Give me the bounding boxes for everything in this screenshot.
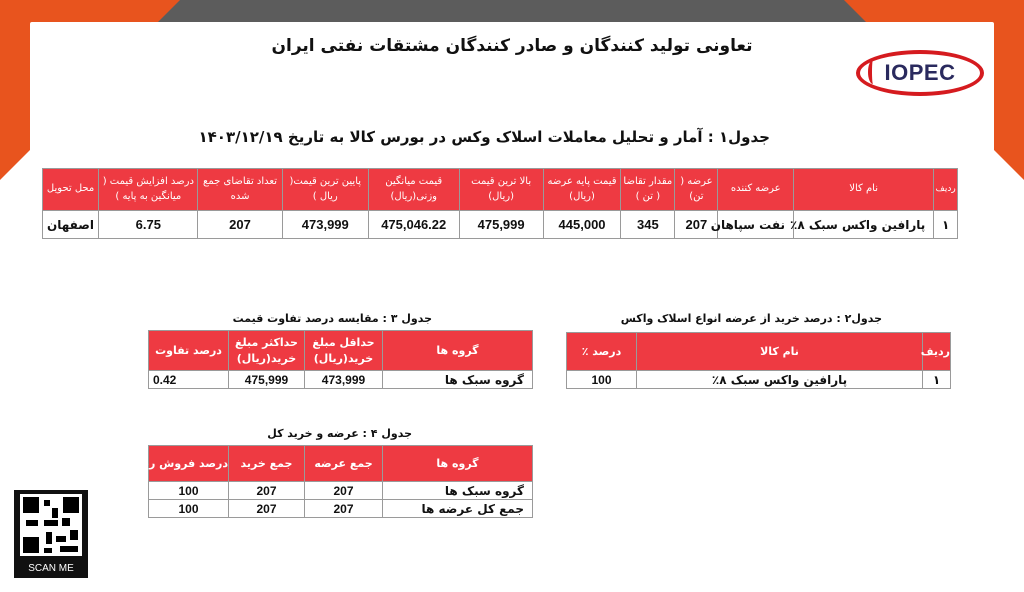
col-header: گروه ها: [383, 446, 533, 482]
col-header: ردیف: [923, 333, 951, 371]
logo-text: IOPEC: [884, 60, 956, 85]
cell: جمع کل عرضه ها: [383, 500, 533, 518]
col-header: نام کالا: [794, 169, 934, 211]
col-header: بالا ترین قیمت (ریال): [459, 169, 543, 211]
cell: 207: [305, 500, 383, 518]
col-header: ردیف: [934, 169, 958, 211]
col-header: پایین ترین قیمت( ریال ): [282, 169, 368, 211]
col-header: محل تحویل: [43, 169, 99, 211]
qr-code-icon: [20, 494, 82, 556]
col-header: درصد افزایش قیمت ( میانگین به پایه ): [99, 169, 198, 211]
table-header-row: [43, 169, 958, 211]
cell: 6.75: [99, 211, 198, 239]
cell: 207: [305, 482, 383, 500]
cell: 475,999: [459, 211, 543, 239]
cell: 100: [567, 371, 637, 389]
cell: 0.42: [149, 371, 229, 389]
table4-title: جدول ۴ : عرضه و خرید کل: [267, 427, 412, 440]
price-diff-table: [148, 330, 533, 389]
col-header: جمع عرضه: [305, 446, 383, 482]
table1-title: جدول۱ : آمار و تحلیل معاملات اسلاک وکس در بورس کالا به تاریخ ۱۴۰۳/۱۲/۱۹: [198, 128, 770, 146]
iopec-logo: [856, 50, 984, 96]
document-card: [30, 22, 994, 592]
cell: پارافین واکس سبک ۸٪: [794, 211, 934, 239]
col-header: درصد ٪: [567, 333, 637, 371]
table3-title: جدول ۳ : مقایسه درصد تفاوت قیمت: [232, 312, 432, 325]
table-row: [149, 371, 533, 389]
col-header: نام کالا: [637, 333, 923, 371]
cell: ۱: [923, 371, 951, 389]
col-header: درصد فروش رفته: [149, 446, 229, 482]
col-header: تعداد تقاضای جمع شده: [198, 169, 282, 211]
cell: 473,999: [282, 211, 368, 239]
col-header: عرضه کننده: [718, 169, 794, 211]
qr-code[interactable]: [14, 490, 88, 578]
cell: 473,999: [305, 371, 383, 389]
cell: 345: [621, 211, 675, 239]
col-header: قیمت میانگین وزنی(ریال): [368, 169, 459, 211]
col-header: درصد تفاوت: [149, 331, 229, 371]
cell: 445,000: [543, 211, 621, 239]
cell: 475,999: [229, 371, 305, 389]
col-header: حداکثر مبلغ خرید(ریال): [229, 331, 305, 371]
table-header-row: [149, 446, 533, 482]
cell: 207: [229, 482, 305, 500]
purchase-percent-table: [566, 332, 951, 389]
table-row: [567, 371, 951, 389]
cell: 475,046.22: [368, 211, 459, 239]
cell: ۱: [934, 211, 958, 239]
organization-title: تعاونی تولید کنندگان و صادر کنندگان مشتقات نفتی ایران: [271, 36, 753, 56]
scan-me-label: SCAN ME: [28, 563, 74, 574]
table2-title: جدول۲ : درصد خرید از عرضه انواع اسلاک واکس: [620, 312, 882, 325]
col-header: حداقل مبلغ خرید(ریال): [305, 331, 383, 371]
table-header-row: [567, 333, 951, 371]
supply-purchase-table: [130, 445, 533, 518]
cell: 207: [198, 211, 282, 239]
table-row: [149, 500, 533, 518]
table-header-row: [149, 331, 533, 371]
col-header: مقدار تقاضا ( تن ): [621, 169, 675, 211]
cell: گروه سبک ها: [383, 371, 533, 389]
cell: 207: [229, 500, 305, 518]
cell: 100: [149, 482, 229, 500]
col-header: عرضه ( تن): [675, 169, 718, 211]
cell: 207: [675, 211, 718, 239]
col-header: قیمت پایه عرضه (ریال): [543, 169, 621, 211]
cell: نفت سپاهان: [718, 211, 794, 239]
cell: گروه سبک ها: [383, 482, 533, 500]
table-row: [149, 482, 533, 500]
trades-table: [42, 168, 958, 239]
col-header: جمع خرید: [229, 446, 305, 482]
cell: پارافین واکس سبک ۸٪: [637, 371, 923, 389]
cell: اصفهان: [43, 211, 99, 239]
col-header: گروه ها: [383, 331, 533, 371]
cell: 100: [149, 500, 229, 518]
table-row: [43, 211, 958, 239]
